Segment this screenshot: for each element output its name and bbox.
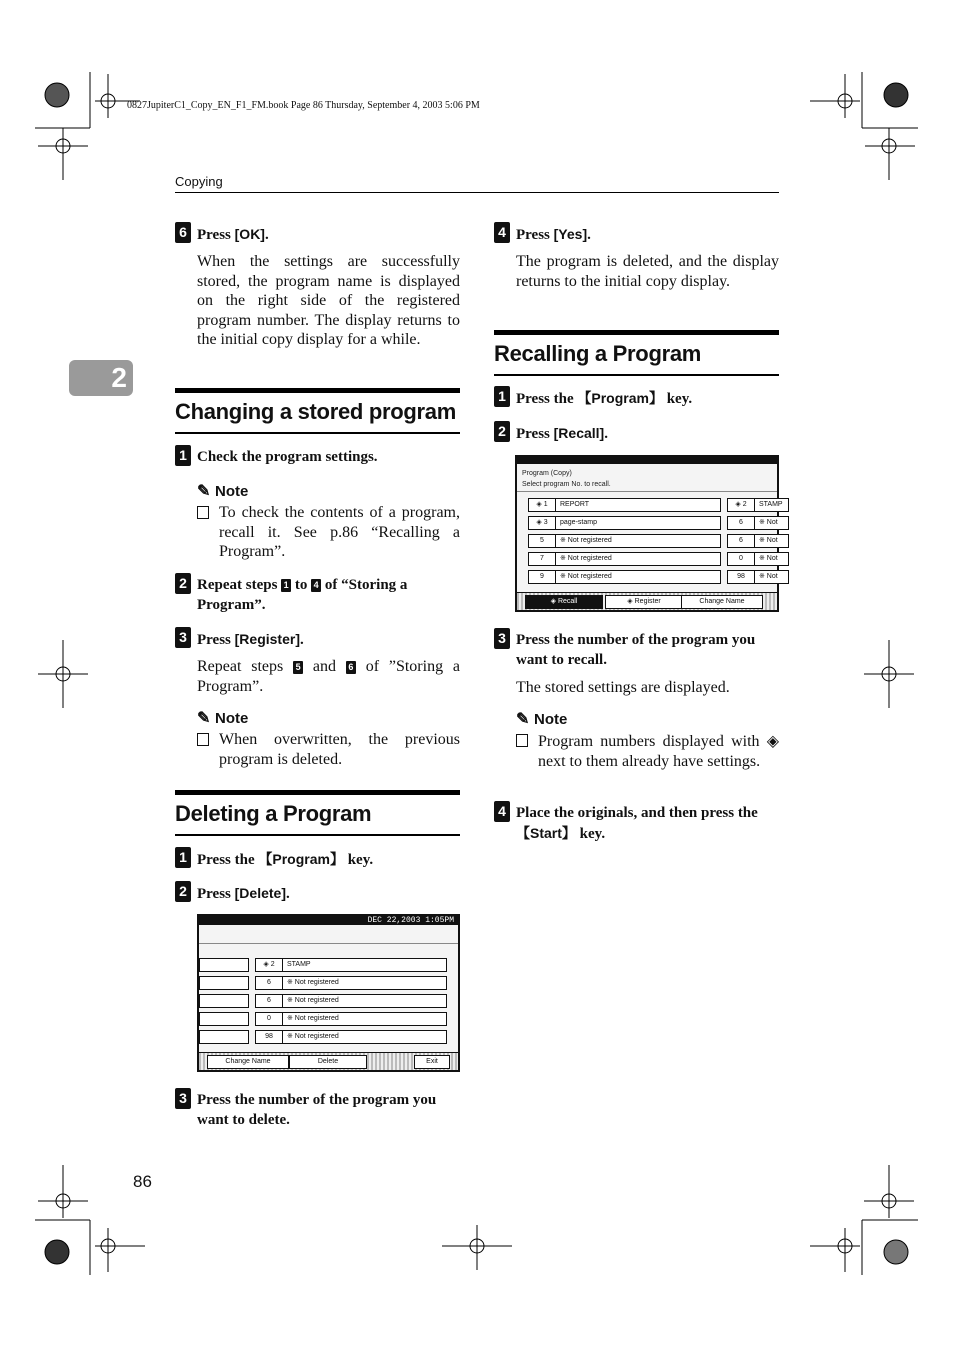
program-slot[interactable]: 7 ※ Not registered bbox=[528, 552, 721, 566]
note-2 bbox=[197, 708, 460, 769]
step-number: 1 bbox=[175, 445, 191, 466]
step-text: Repeat steps 1 to 4 of “Storing a Program”. bbox=[197, 577, 408, 613]
step-number: 4 bbox=[494, 801, 510, 822]
screen-title: Program (Copy) bbox=[522, 470, 572, 477]
step-text: Press the 【Program】 key. bbox=[516, 390, 693, 407]
exit-button[interactable]: Exit bbox=[414, 1055, 450, 1069]
section-changing bbox=[175, 388, 460, 434]
registration-mark-icon bbox=[884, 83, 908, 107]
chapter-tab: 2 bbox=[69, 360, 133, 396]
program-slot[interactable]: 6 ※ Not registered bbox=[255, 994, 447, 1008]
checkbox-icon bbox=[197, 506, 209, 519]
step-text: Press [OK]. bbox=[197, 226, 269, 243]
note-recall: ✎ Note Program numbers displayed with ◈ next to them already have settings. bbox=[516, 711, 779, 770]
left-column bbox=[175, 0, 460, 1348]
program-slot[interactable]: ◈ 2 STAMP bbox=[727, 498, 789, 512]
step-number: 2 bbox=[494, 421, 510, 442]
program-slot[interactable]: 6 ※ Not registered bbox=[255, 976, 447, 990]
recall-key: [Recall] bbox=[553, 425, 605, 441]
program-slot[interactable]: 6 ※ Not bbox=[727, 534, 789, 548]
registration-mark-icon bbox=[45, 83, 69, 107]
checkbox-icon bbox=[516, 734, 528, 747]
screen-subtitle: Select program No. to recall. bbox=[522, 481, 611, 488]
step-text: Press [Yes]. bbox=[516, 226, 591, 243]
step-number: 3 bbox=[175, 627, 191, 648]
program-slot[interactable]: 0 ※ Not bbox=[727, 552, 789, 566]
yes-key: [Yes] bbox=[553, 226, 588, 242]
ok-key: [OK] bbox=[234, 226, 265, 242]
file-meta: 0827JupiterC1_Copy_EN_F1_FM.book Page 86 Thursday, September 4, 2003 5:06 PM bbox=[127, 100, 480, 111]
register-button[interactable]: ◈ Register bbox=[605, 595, 683, 609]
change-name-button[interactable]: Change Name bbox=[681, 595, 763, 609]
program-slot[interactable]: 98 ※ Not bbox=[727, 570, 789, 584]
section-title: Changing a stored program bbox=[175, 399, 456, 424]
registration-mark-icon bbox=[884, 1240, 908, 1264]
section-title: Recalling a Program bbox=[494, 341, 702, 366]
delete-screen bbox=[197, 914, 460, 1072]
step-text: Press the number of the program you want to recall. bbox=[516, 632, 756, 668]
change-name-button[interactable]: Change Name bbox=[207, 1055, 289, 1069]
note-label: Note bbox=[215, 483, 249, 500]
section-recalling bbox=[494, 330, 779, 376]
step-number: 3 bbox=[494, 628, 510, 649]
registration-mark-icon bbox=[45, 1240, 69, 1264]
section-deleting bbox=[175, 790, 460, 836]
program-slot[interactable]: 98 ※ Not registered bbox=[255, 1030, 447, 1044]
note-1 bbox=[197, 481, 460, 562]
step-number: 4 bbox=[494, 222, 510, 243]
page-number: 86 bbox=[133, 1172, 152, 1191]
recall-button[interactable]: ◈ Recall bbox=[525, 595, 603, 609]
program-slot[interactable]: ◈ 3 page-stamp bbox=[528, 516, 721, 530]
step-number: 1 bbox=[494, 386, 510, 407]
stored-program-icon: ◈ bbox=[766, 731, 779, 750]
recalling-step-3-body: The stored settings are displayed. bbox=[516, 679, 730, 696]
program-key: 【Program】 bbox=[258, 851, 344, 867]
step-text: Press [Recall]. bbox=[516, 425, 608, 442]
step-4-body: The program is deleted, and the display returns to the initial copy display. bbox=[516, 253, 779, 290]
program-slot[interactable]: 6 ※ Not bbox=[727, 516, 789, 530]
running-title: Copying bbox=[175, 174, 223, 189]
recall-screen bbox=[515, 455, 783, 612]
pencil-icon: ✎ bbox=[516, 711, 530, 728]
step-number: 1 bbox=[175, 847, 191, 868]
pencil-icon: ✎ bbox=[197, 710, 211, 727]
step-number: 3 bbox=[175, 1088, 191, 1109]
pencil-icon: ✎ bbox=[197, 483, 211, 500]
program-key: 【Program】 bbox=[577, 390, 663, 406]
step-number: 6 bbox=[175, 222, 191, 243]
step-number: 2 bbox=[175, 881, 191, 902]
step-text: Check the program settings. bbox=[197, 449, 378, 465]
step-text: Press [Delete]. bbox=[197, 885, 290, 902]
step-text: Place the originals, and then press the 【Start】 key. bbox=[516, 805, 758, 842]
note-text: To check the contents of a program, recall it. See p.86 “Recalling a Program”. bbox=[219, 504, 460, 560]
right-column bbox=[494, 0, 783, 1348]
note-text: When overwritten, the previous program is deleted. bbox=[219, 731, 460, 768]
step-6-body: When the settings are successfully stored, the program name is displayed on the right side of the registered program number. The display returns to the initial copy display for a while. bbox=[197, 253, 460, 348]
step-text: Press the number of the program you want to delete. bbox=[197, 1092, 437, 1128]
program-slot[interactable]: 9 ※ Not registered bbox=[528, 570, 721, 584]
note-label: Note bbox=[534, 711, 568, 728]
program-slot[interactable]: 5 ※ Not registered bbox=[528, 534, 721, 548]
delete-button[interactable]: Delete bbox=[289, 1055, 367, 1069]
step-text: Press [Register]. bbox=[197, 631, 304, 648]
delete-key: [Delete] bbox=[234, 885, 286, 901]
note-label: Note bbox=[215, 710, 249, 727]
step-text: Press the 【Program】 key. bbox=[197, 851, 374, 868]
checkbox-icon bbox=[197, 733, 209, 746]
start-key: 【Start】 bbox=[516, 825, 576, 841]
changing-step-3-body: Repeat steps 5 and 6 of ”Storing a Program”. bbox=[197, 658, 460, 695]
step-number: 2 bbox=[175, 573, 191, 594]
register-key: [Register] bbox=[234, 631, 300, 647]
program-slot[interactable]: 0 ※ Not registered bbox=[255, 1012, 447, 1026]
program-slot[interactable]: ◈ 2 STAMP bbox=[255, 958, 447, 972]
screen-date: DEC 22,2003 1:05PM bbox=[199, 916, 458, 925]
program-slot[interactable]: ◈ 1 REPORT bbox=[528, 498, 721, 512]
section-title: Deleting a Program bbox=[175, 801, 372, 826]
